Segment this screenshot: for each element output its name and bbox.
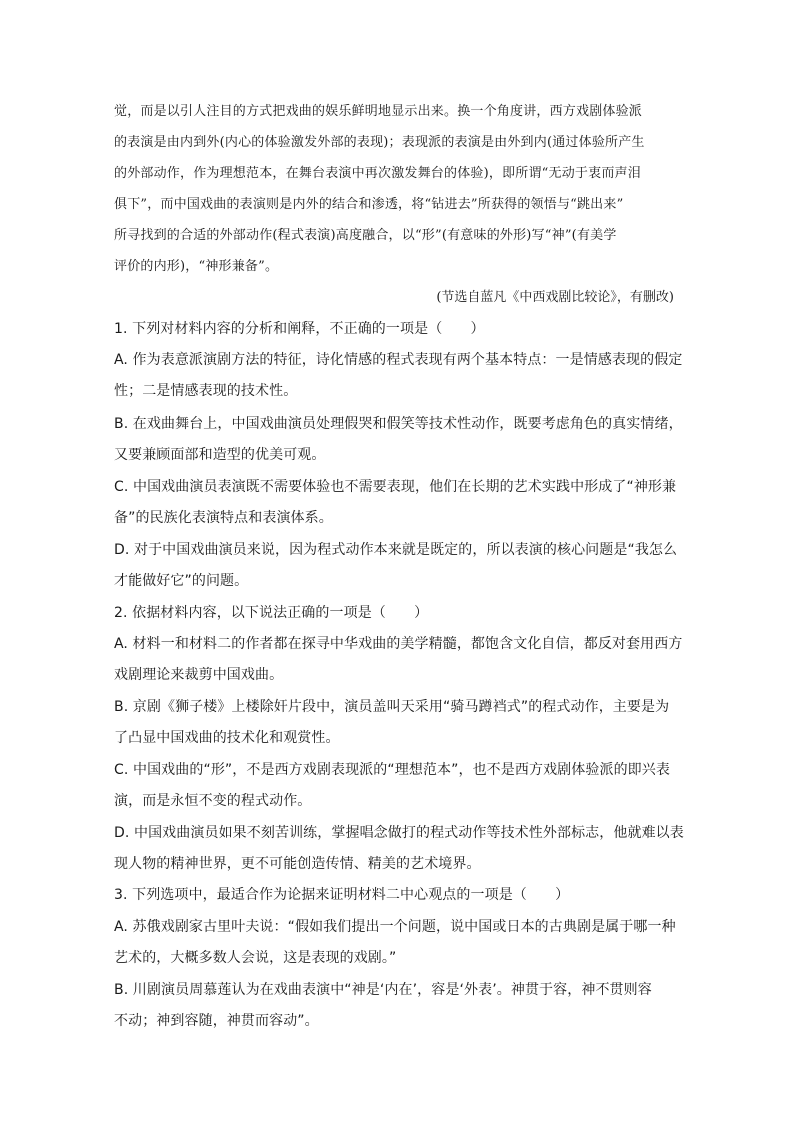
option-line: A. 材料一和材料二的作者都在探寻中华戏曲的美学精髓，都饱含文化自信，都反对套用西方 (114, 636, 683, 652)
option-line: C. 中国戏曲的“形”，不是西方戏剧表现派的“理想范本”，也不是西方戏剧体验派的即兴表 (114, 762, 670, 778)
passage-line: 所寻找到的合适的外部动作(程式表演)高度融合，以“形”(有意味的外形)写“神”(有美学 (114, 228, 617, 243)
option-line: D. 中国戏曲演员如果不刻苦训练，掌握唱念做打的程式动作等技术性外部标志，他就难以表 (114, 825, 684, 841)
passage-source: (节选自蓝凡《中西戏剧比较论》，有删改) (436, 290, 674, 305)
question-stem: 1. 下列对材料内容的分析和阐释，不正确的一项是（ ） (114, 321, 485, 337)
option-line: 才能做好它”的问题。 (114, 573, 249, 589)
passage-line: 觉，而是以引人注目的方式把戏曲的娱乐鲜明地显示出来。换一个角度讲，西方戏剧体验派 (114, 104, 643, 119)
question-stem: 2. 依据材料内容，以下说法正确的一项是（ ） (114, 605, 429, 621)
option-line: C. 中国戏曲演员表演既不需要体验也不需要表现，他们在长期的艺术实践中形成了“神形兼 (114, 479, 677, 495)
question-stem: 3. 下列选项中，最适合作为论据来证明材料二中心观点的一项是（ ） (114, 887, 570, 903)
passage-line: 的外部动作，作为理想范本，在舞台表演中再次激发舞台的体验)，即所谓“无动于衷而声泪 (114, 166, 641, 181)
option-line: B. 京剧《狮子楼》上楼除奸片段中，演员盖叫天采用“骑马蹲裆式”的程式动作，主要是为 (114, 699, 670, 715)
option-line: A. 作为表意派演剧方法的特征，诗化情感的程式表现有两个基本特点：一是情感表现的假定 (114, 352, 683, 368)
option-line: 戏剧理论来裁剪中国戏曲。 (114, 667, 284, 683)
option-line: 了凸显中国戏曲的技术化和观赏性。 (114, 730, 340, 746)
option-line: 性；二是情感表现的技术性。 (114, 383, 298, 399)
option-line: B. 在戏曲舞台上，中国戏曲演员处理假哭和假笑等技术性动作，既要考虑角色的真实情绪， (114, 416, 683, 432)
option-line: A. 苏俄戏剧家古里叶夫说：“假如我们提出一个问题，说中国或日本的古典剧是属于哪一种 (114, 919, 676, 935)
passage-line: 俱下”，而中国戏曲的表演则是内外的结合和渗透，将“钻进去”所获得的领悟与“跳出来” (114, 197, 624, 212)
passage-line: 的表演是由内到外(内心的体验激发外部的表现)；表现派的表演是由外到内(通过体验所产生 (114, 135, 645, 150)
option-line: D. 对于中国戏曲演员来说，因为程式动作本来就是既定的，所以表演的核心问题是“我怎么 (114, 542, 678, 558)
option-line: 现人物的精神世界，更不可能创造传情、精美的艺术境界。 (114, 856, 481, 872)
option-line: 备”的民族化表演特点和表演体系。 (114, 510, 333, 526)
option-line: 艺术的，大概多数人会说，这是表现的戏剧。” (114, 950, 397, 966)
option-line: 演，而是永恒不变的程式动作。 (114, 793, 312, 809)
option-line: B. 川剧演员周慕莲认为在戏曲表演中“神是‘内在’，容是‘外表’。神贯于容，神不贯则容 (114, 982, 652, 998)
option-line: 不动；神到容随，神贯而容动”。 (114, 1013, 319, 1029)
passage-line: 评价的内形)，“神形兼备”。 (114, 259, 279, 274)
option-line: 又要兼顾面部和造型的优美可观。 (114, 447, 326, 463)
